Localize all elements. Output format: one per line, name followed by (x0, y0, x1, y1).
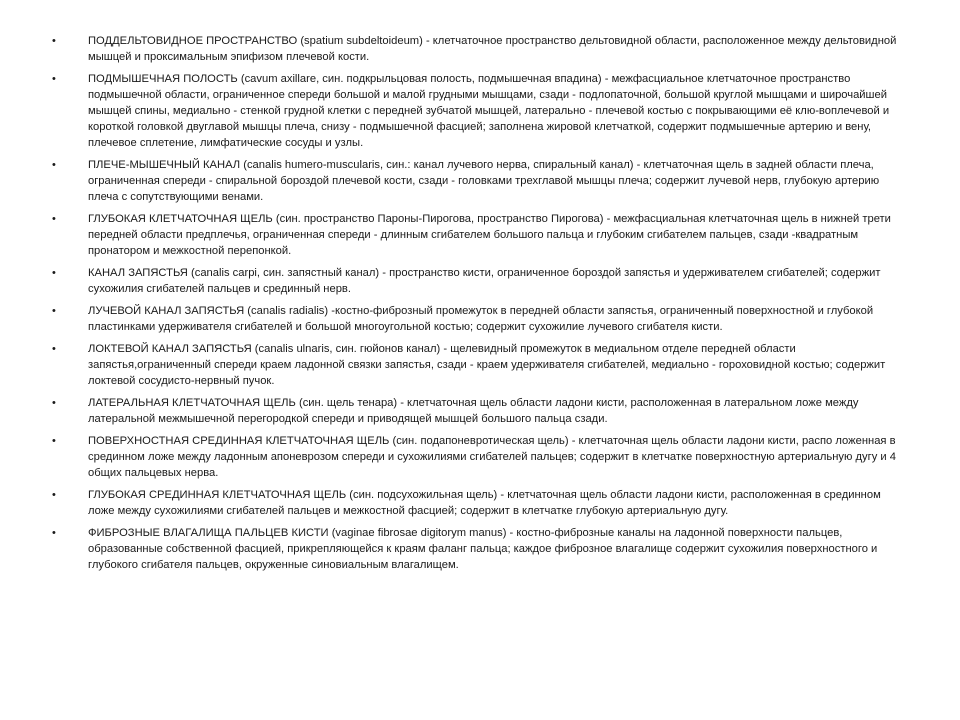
definition-list (52, 33, 908, 579)
definition-text: ГЛУБОКАЯ СРЕДИННАЯ КЛЕТЧАТОЧНАЯ ЩЕЛЬ (син. подсухожильная щель) - клетчаточная щель области ладони кисти, расположенная в срединном ложе между сухожилиями сгибателей пальцев и межкостной фасцией; содержит в клетчатке глубокую артериальную дугу. (88, 489, 881, 517)
list-item (52, 71, 908, 151)
definition-text: ПОВЕРХНОСТНАЯ СРЕДИННАЯ КЛЕТЧАТОЧНАЯ ЩЕЛЬ (син. подапоневротическая щель) - клетчаточная щель области ладони кисти, распо ложенная в срединном ложе между ладонным апоневрозом спереди и сухожилиями сгибателей пальцев; содержит в клетчатке поверхностную артериальную дугу и 4 общих пальцевых нерва. (88, 435, 896, 479)
bullet-icon: • (52, 305, 56, 317)
bullet-icon: • (52, 527, 56, 539)
bullet-icon: • (52, 435, 56, 447)
bullet-icon: • (52, 213, 56, 225)
list-item (52, 341, 908, 389)
list-item (52, 211, 908, 259)
definition-text: ПЛЕЧЕ-МЫШЕЧНЫЙ КАНАЛ (canalis humero-muscularis, син.: канал лучевого нерва, спиральный канал) - клетчаточная щель в задней области плеча, ограниченная спереди - спиральной бороздой плечевой кости, сзади - головками трехглавой мышцы плеча; содержит лучевой нерв, глубокую артерию плеча с сопутствующими венами. (88, 159, 880, 203)
definition-text: ЛОКТЕВОЙ КАНАЛ ЗАПЯСТЬЯ (canalis ulnaris, син. гюйонов канал) - щелевидный промежуток в медиальном отделе передней области запястья,ограниченный спереди краем ладонной связки запястья, сзади - краем удерживателя сгибателей, медиально - гороховидной костью; содержит локтевой сосудисто-нервный пучок. (88, 343, 886, 387)
bullet-icon: • (52, 397, 56, 409)
bullet-icon: • (52, 35, 56, 47)
definition-text: ГЛУБОКАЯ КЛЕТЧАТОЧНАЯ ЩЕЛЬ (син. пространство Пароны-Пирогова, пространство Пирогова) - межфасциальная клетчаточная щель в нижней трети передней области предплечья, ограниченная спереди - длинным сгибателем большого пальца и глубоким сгибателем пальцев, сзади -квадратным пронатором и межкостной перепонкой. (88, 213, 891, 257)
definition-text: ПОДМЫШЕЧНАЯ ПОЛОСТЬ (cavum axillare, син. подкрыльцовая полость, подмышечная впадина) - межфасциальное клетчаточное пространство подмышечной области, ограниченное спереди большой и малой грудными мышцами, сзади - подлопаточной, большой круглой мышцами и широчайшей мышцей спины, медиально - стенкой грудной клетки с передней зубчатой мышцей, латерально - плечевой костью с покрывающими её клю-воплечевой и короткой головкой двуглавой мышцы плеча, снизу - подмышечной фасцией; заполнена жировой клетчаткой, содержит подмышечные артерию и вену, плечевое сплетение, лимфатические сосуды и узлы. (88, 73, 890, 149)
list-item (52, 433, 908, 481)
definition-text: ЛАТЕРАЛЬНАЯ КЛЕТЧАТОЧНАЯ ЩЕЛЬ (син. щель тенара) - клетчаточная щель области ладони кисти, расположенная в латеральном ложе между латеральной межмышечной перегородкой спереди и приводящей мышцей большого пальца сзади. (88, 397, 859, 425)
bullet-icon: • (52, 73, 56, 85)
list-item (52, 525, 908, 573)
list-item (52, 33, 908, 65)
bullet-icon: • (52, 343, 56, 355)
bullet-icon: • (52, 489, 56, 501)
definition-text: ПОДДЕЛЬТОВИДНОЕ ПРОСТРАНСТВО (spatium subdeltoideum) - клетчаточное пространство дельтовидной области, расположенное между дельтовидной мышцей и проксимальным эпифизом плечевой кости. (88, 35, 897, 63)
list-item (52, 157, 908, 205)
list-item (52, 265, 908, 297)
list-item (52, 487, 908, 519)
definition-text: ФИБРОЗНЫЕ ВЛАГАЛИЩА ПАЛЬЦЕВ КИСТИ (vaginae fibrosae digitorym manus) - костно-фиброзные каналы на ладонной поверхности пальцев, образованные собственной фасцией, прикрепляющейся к краям фаланг пальца; каждое фиброзное влагалище содержит сухожилия поверхностного и глубокого сгибателя пальцев, окруженные синовиальным влагалищем. (88, 527, 878, 571)
definition-text: ЛУЧЕВОЙ КАНАЛ ЗАПЯСТЬЯ (canalis radialis) -костно-фиброзный промежуток в передней области запястья, ограниченный поверхностной и глубокой пластинками удерживателя сгибателей и большой многоугольной костью; содержит сухожилие лучевого сгибателя кисти. (88, 305, 874, 333)
list-item (52, 303, 908, 335)
definition-text: КАНАЛ ЗАПЯСТЬЯ (canalis carpi, син. запястный канал) - пространство кисти, ограниченное бороздой запястья и удерживателем сгибателей; содержит сухожилия сгибателей пальцев и срединный нерв. (88, 267, 881, 295)
bullet-icon: • (52, 159, 56, 171)
list-item (52, 395, 908, 427)
bullet-icon: • (52, 267, 56, 279)
